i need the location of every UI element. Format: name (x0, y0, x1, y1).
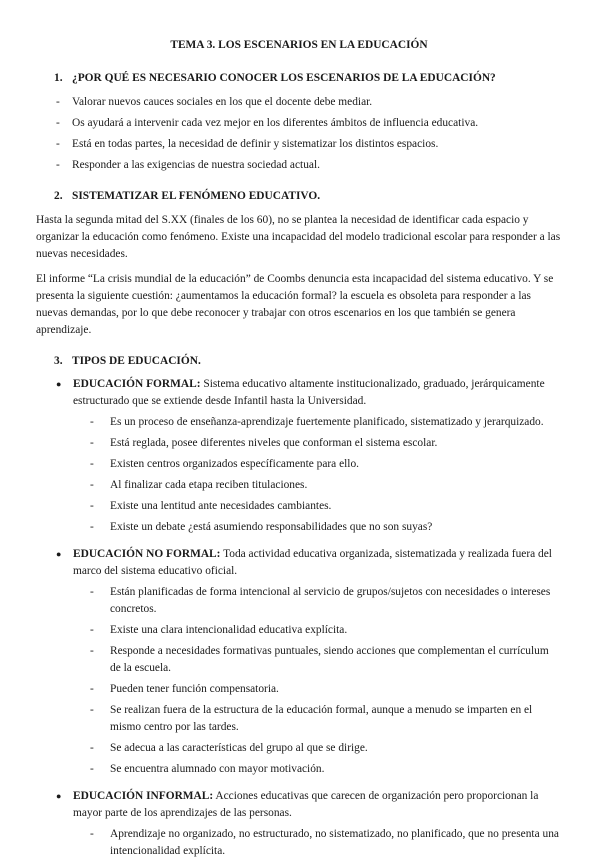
dash-marker: - (56, 117, 60, 129)
list-item (36, 94, 562, 111)
dash-marker: - (90, 437, 94, 449)
dash-marker: - (56, 138, 60, 150)
education-type-label: EDUCACIÓN NO FORMAL: (73, 548, 221, 560)
list-item (73, 643, 562, 677)
list-item-text: Existe una clara intencionalidad educativa explícita. (110, 624, 348, 636)
section-3-heading (36, 353, 562, 370)
section-2-paragraph-2: El informe “La crisis mundial de la educación” de Coombs denuncia esta incapacidad del sistema educativo. Y se presenta la siguiente cuestión: ¿aumentamos la educación formal? la escuela es obsoleta para responder a las nuevas demandas, por lo que debe reconocer y trabajar con otros escenarios en los que también se genera aprendizaje. (36, 273, 554, 336)
dash-marker: - (90, 521, 94, 533)
education-type-description: Toda actividad educativa organizada, sistematizada y realizada fuera del marco del sistema educativo oficial. (73, 548, 552, 577)
section-3-heading-text: TIPOS DE EDUCACIÓN. (72, 355, 201, 367)
bullet-marker: ● (56, 549, 62, 559)
education-type-description: Sistema educativo altamente institucionalizado, graduado, jerárquicamente estructurado que se extiende desde Infantil hasta la Universidad. (73, 378, 545, 407)
dash-marker: - (90, 624, 94, 636)
dash-marker: - (90, 763, 94, 775)
dash-marker: - (90, 645, 94, 657)
dash-marker: - (90, 479, 94, 491)
list-item-text: Se encuentra alumnado con mayor motivación. (110, 763, 325, 775)
list-item-text: Os ayudará a intervenir cada vez mejor en los diferentes ámbitos de influencia educativa. (72, 117, 479, 129)
list-item (73, 702, 562, 736)
bullet-marker: ● (56, 791, 62, 801)
dash-marker: - (90, 683, 94, 695)
education-type-formal (36, 376, 562, 540)
list-item-text: Aprendizaje no organizado, no estructurado, no sistematizado, no planificado, que no presenta una intencionalidad explícita. (110, 828, 559, 857)
list-item (73, 456, 562, 473)
list-item-text: Pueden tener función compensatoria. (110, 683, 279, 695)
section-1-number: 1. (54, 72, 63, 84)
list-item (73, 498, 562, 515)
list-item-text: Existen centros organizados específicamente para ello. (110, 458, 360, 470)
section-2-number: 2. (54, 190, 63, 202)
list-item-text: Es un proceso de enseñanza-aprendizaje fuertemente planificado, sistematizado y jerarquizado. (110, 416, 544, 428)
dash-marker: - (56, 96, 60, 108)
document-title: TEMA 3. LOS ESCENARIOS EN LA EDUCACIÓN (170, 39, 428, 51)
section-1-heading (36, 70, 562, 87)
section-2-heading (36, 188, 562, 205)
list-item-text: Existe un debate ¿está asumiendo responsabilidades que no son suyas? (110, 521, 433, 533)
section-2-paragraph-1: Hasta la segunda mitad del S.XX (finales de los 60), no se plantea la necesidad de identificar cada espacio y organizar la educación como fenómeno. Existe una incapacidad del modelo tradicional escolar para responder a las nuevas necesidades. (36, 214, 561, 260)
list-item (73, 414, 562, 431)
education-type-label: EDUCACIÓN FORMAL: (73, 378, 201, 390)
dash-marker: - (90, 458, 94, 470)
list-item (73, 435, 562, 452)
list-item (36, 115, 562, 132)
list-item-text: Al finalizar cada etapa reciben titulaciones. (110, 479, 308, 491)
list-item (36, 157, 562, 174)
formal-characteristics-list (73, 414, 562, 536)
list-item (73, 681, 562, 698)
non-formal-characteristics-list (73, 584, 562, 778)
dash-marker: - (90, 828, 94, 840)
dash-marker: - (56, 159, 60, 171)
list-item-text: Responde a necesidades formativas puntuales, siendo acciones que complementan el currículum de la escuela. (110, 645, 549, 674)
dash-marker: - (90, 704, 94, 716)
education-type-non-formal (36, 546, 562, 782)
education-types-list (36, 376, 562, 864)
list-item-text: Responder a las exigencias de nuestra sociedad actual. (72, 159, 320, 171)
list-item (73, 740, 562, 757)
section-3-number: 3. (54, 355, 63, 367)
bullet-marker: ● (56, 379, 62, 389)
education-type-description: Acciones educativas que carecen de organización pero proporcionan la mayor parte de los aprendizajes de las personas. (73, 790, 539, 819)
list-item (73, 826, 562, 860)
section-2-heading-text: SISTEMATIZAR EL FENÓMENO EDUCATIVO. (72, 190, 321, 202)
list-item-text: Existe una lentitud ante necesidades cambiantes. (110, 500, 332, 512)
education-type-label: EDUCACIÓN INFORMAL: (73, 790, 214, 802)
dash-marker: - (90, 500, 94, 512)
dash-marker: - (90, 586, 94, 598)
dash-marker: - (90, 742, 94, 754)
list-item-text: Valorar nuevos cauces sociales en los que el docente debe mediar. (72, 96, 373, 108)
dash-marker: - (90, 416, 94, 428)
list-item (73, 477, 562, 494)
list-item (73, 519, 562, 536)
list-item (36, 136, 562, 153)
list-item (73, 622, 562, 639)
list-item (73, 761, 562, 778)
list-item-text: Se realizan fuera de la estructura de la educación formal, aunque a menudo se imparten en el mismo centro por las tardes. (110, 704, 533, 733)
list-item-text: Está en todas partes, la necesidad de definir y sistematizar los distintos espacios. (72, 138, 439, 150)
informal-characteristics-list (73, 826, 562, 860)
list-item-text: Están planificadas de forma intencional al servicio de grupos/sujetos con necesidades o intereses concretos. (110, 586, 551, 615)
list-item (73, 584, 562, 618)
education-type-informal (36, 788, 562, 864)
list-item-text: Se adecua a las características del grupo al que se dirige. (110, 742, 368, 754)
section-1-heading-text: ¿POR QUÉ ES NECESARIO CONOCER LOS ESCENARIOS DE LA EDUCACIÓN? (72, 72, 496, 84)
section-1-list (36, 94, 562, 174)
list-item-text: Está reglada, posee diferentes niveles que conforman el sistema escolar. (110, 437, 438, 449)
